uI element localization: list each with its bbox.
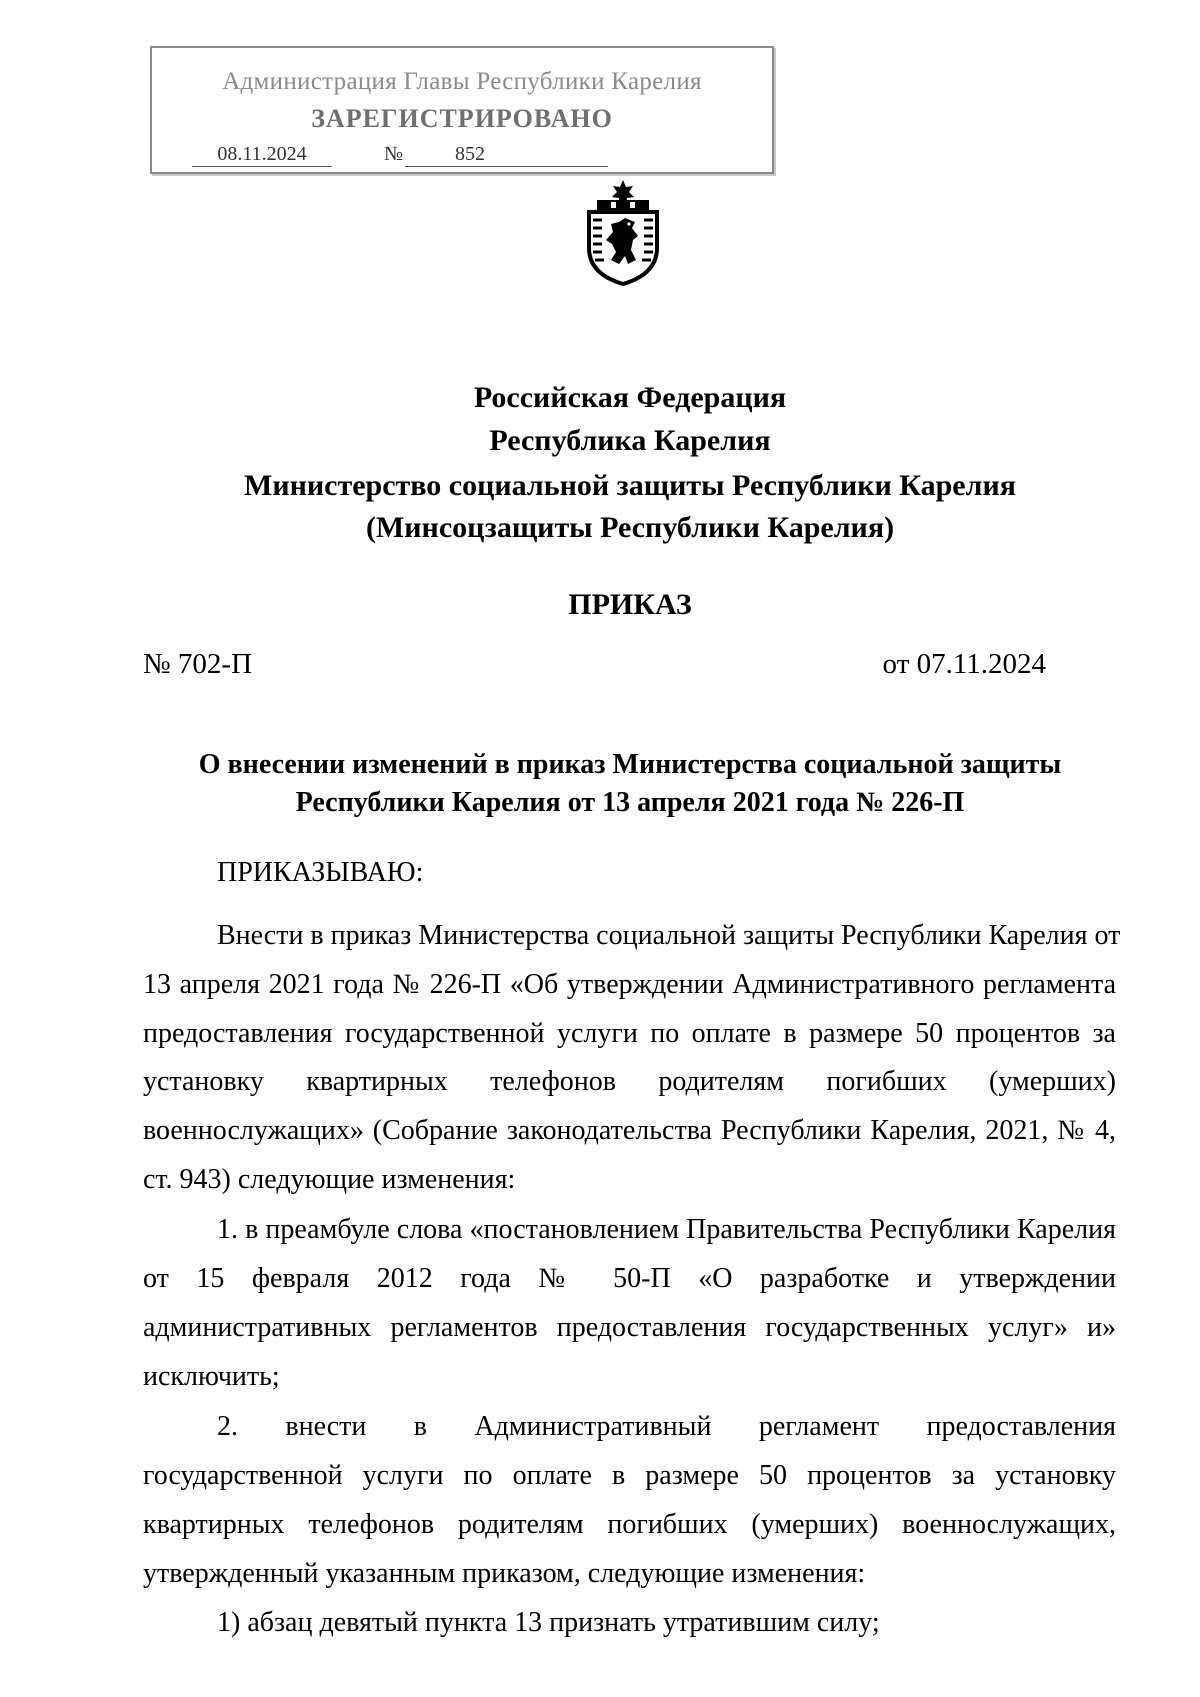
body-line: Внести в приказ Министерства социальной защиты Республики Карелия от: [217, 920, 1121, 951]
header-ministry: Министерство социальной защиты Республики Карелия: [244, 469, 1016, 502]
header-ministry-short: (Минсоцзащиты Республики Карелия): [365, 511, 895, 544]
body-line: исключить;: [143, 1361, 280, 1392]
subject-line: О внесении изменений в приказ Министерства социальной защиты: [198, 749, 1062, 780]
body-line: военнослужащих» (Собрание законодательства Республики Карелия, 2021, № 4,: [143, 1115, 1116, 1146]
registration-stamp: [150, 46, 774, 174]
order-word: ПРИКАЗЫВАЮ:: [217, 857, 424, 888]
body-line: 2. внести в Административный регламент предоставления: [217, 1411, 1116, 1442]
karelia-coat-of-arms-icon: [583, 178, 663, 288]
header-country: Российская Федерация: [473, 381, 787, 414]
document-date: от 07.11.2024: [882, 648, 1046, 680]
body-line: 1. в преамбуле слова «постановлением Правительства Республики Карелия: [217, 1214, 1116, 1245]
document-number: № 702-П: [143, 648, 253, 680]
body-line: административных регламентов предоставления государственных услуг» и»: [143, 1312, 1116, 1343]
stamp-status: ЗАРЕГИСТРИРОВАНО: [311, 104, 613, 133]
body-line: ст. 943) следующие изменения:: [143, 1164, 516, 1195]
document-type: ПРИКАЗ: [568, 588, 692, 621]
body-line: от 15 февраля 2012 года № 50-П «О разработке и утверждении: [143, 1263, 1116, 1294]
body-line: предоставления государственной услуги по оплате в размере 50 процентов за: [143, 1018, 1116, 1049]
body-line: 1) абзац девятый пункта 13 признать утратившим силу;: [217, 1607, 880, 1638]
header-republic: Республика Карелия: [489, 424, 771, 457]
stamp-number-sign: №: [384, 143, 404, 165]
body-line: государственной услуги по оплате в размере 50 процентов за установку: [143, 1460, 1116, 1491]
body-line: утвержденный указанным приказом, следующие изменения:: [143, 1558, 866, 1589]
stamp-organization: Администрация Главы Республики Карелия: [222, 68, 702, 95]
subject-line: Республики Карелия от 13 апреля 2021 года № 226-П: [295, 787, 965, 818]
stamp-number: 852: [405, 142, 608, 167]
stamp-date: 08.11.2024: [192, 142, 332, 167]
body-line: 13 апреля 2021 года № 226-П «Об утверждении Административного регламента: [143, 969, 1116, 1000]
body-line: установку квартирных телефонов родителям погибших (умерших): [143, 1066, 1116, 1097]
body-line: квартирных телефонов родителям погибших (умерших) военнослужащих,: [143, 1509, 1116, 1540]
